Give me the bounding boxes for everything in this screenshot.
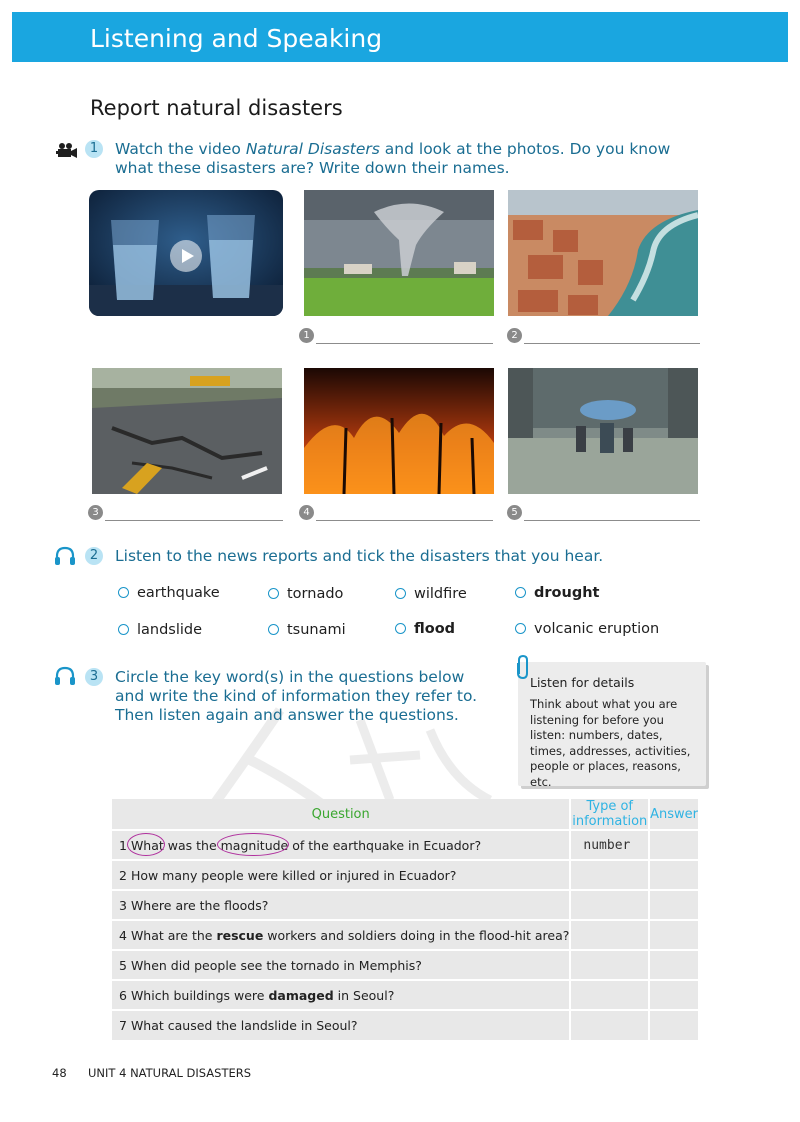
header-type-of-information: Type of information <box>572 799 648 829</box>
table-row <box>112 860 699 890</box>
answer-cell[interactable] <box>649 980 699 1010</box>
answer-cell[interactable] <box>649 830 699 860</box>
type-cell[interactable] <box>570 890 649 920</box>
question-cell <box>112 920 570 950</box>
table-row <box>112 920 699 950</box>
photo-tornado <box>304 190 494 316</box>
answer-line-number-1: 1 <box>299 328 314 343</box>
exercise-1-text-a: Watch the video <box>115 140 246 158</box>
circled-word-text: magnitude <box>220 837 289 853</box>
hand-drawn-circle <box>127 833 165 856</box>
circled-word-text: What <box>130 837 164 853</box>
table-row <box>112 1010 699 1040</box>
radio-circle[interactable] <box>118 587 129 598</box>
question-cell <box>112 1010 570 1040</box>
exercise-3-text: Circle the key word(s) in the questions below and write the kind of information they refer to. Then listen again and answer the questions. <box>115 668 478 724</box>
radio-circle[interactable] <box>515 623 526 634</box>
option-label: tsunami <box>287 622 346 638</box>
option-label: flood <box>414 621 456 637</box>
photo-wildfire <box>304 368 494 494</box>
option-drought[interactable] <box>515 584 599 602</box>
circled-word-what <box>131 838 164 853</box>
radio-circle[interactable] <box>515 587 526 598</box>
header-band <box>12 12 788 62</box>
radio-circle[interactable] <box>268 624 279 635</box>
exercise-2-text: Listen to the news reports and tick the disasters that you hear. <box>115 547 604 565</box>
table-row <box>112 830 699 860</box>
question-number: 3 <box>119 897 127 913</box>
type-cell[interactable] <box>570 860 649 890</box>
answer-line-number-4: 4 <box>299 505 314 520</box>
option-landslide[interactable] <box>118 621 202 639</box>
option-label: volcanic eruption <box>534 621 660 637</box>
header-question: Question <box>112 799 570 830</box>
question-text: was the <box>163 837 221 853</box>
tip-title: Listen for details <box>530 675 635 690</box>
bold-keyword: rescue <box>216 927 264 943</box>
question-number: 1 <box>119 837 127 853</box>
answer-cell[interactable] <box>649 890 699 920</box>
answer-line-number-3: 3 <box>88 505 103 520</box>
option-tsunami[interactable] <box>268 621 346 639</box>
radio-circle[interactable] <box>395 623 406 634</box>
exercise-1-number: 1 <box>85 140 103 158</box>
option-label: drought <box>534 585 600 601</box>
exercise-3-number: 3 <box>85 668 103 686</box>
option-wildfire[interactable] <box>395 585 467 603</box>
question-text: of the earthquake in Ecuador? <box>288 837 482 853</box>
answer-line-4[interactable] <box>316 520 493 521</box>
exercise-1-text-b: and look at the photos. Do you know what these disasters are? Write down their names. <box>115 140 671 177</box>
question-cell <box>112 980 570 1010</box>
option-tornado[interactable] <box>268 585 343 603</box>
question-cell <box>112 890 570 920</box>
question-number: 5 <box>119 957 127 973</box>
exercise-3-instruction <box>89 668 495 725</box>
table-row <box>112 890 699 920</box>
answer-cell[interactable] <box>649 950 699 980</box>
answer-cell[interactable] <box>649 1010 699 1040</box>
answer-cell[interactable] <box>649 860 699 890</box>
paperclip-icon <box>514 654 532 684</box>
table-header-row <box>112 799 699 830</box>
option-flood[interactable] <box>395 620 455 638</box>
question-text: workers and soldiers doing in the flood-hit area? <box>263 927 570 943</box>
answer-cell[interactable] <box>649 920 699 950</box>
exercise-2-instruction <box>89 547 705 566</box>
option-label: tornado <box>287 586 344 602</box>
option-label: wildfire <box>414 586 467 602</box>
question-number: 4 <box>119 927 127 943</box>
answer-line-3[interactable] <box>105 520 283 521</box>
question-table <box>112 799 700 1040</box>
question-text: What are the <box>130 927 217 943</box>
question-text: How many people were killed or injured in Ecuador? <box>130 867 457 883</box>
question-text: What caused the landslide in Seoul? <box>130 1018 358 1033</box>
exercise-1-video-title: Natural Disasters <box>245 140 380 158</box>
question-text: Where are the floods? <box>130 897 269 913</box>
option-volcanic-eruption[interactable] <box>515 620 659 638</box>
question-cell <box>112 830 570 860</box>
video-camera-icon <box>56 142 78 164</box>
answer-line-2[interactable] <box>524 343 700 344</box>
question-text: Which buildings were <box>130 987 269 1003</box>
option-label: landslide <box>137 622 203 638</box>
hand-drawn-circle <box>217 833 289 856</box>
type-cell[interactable] <box>570 1010 649 1040</box>
question-number: 6 <box>119 987 127 1003</box>
radio-circle[interactable] <box>395 588 406 599</box>
question-cell <box>112 860 570 890</box>
page-number: 48 <box>52 1066 67 1080</box>
tip-box <box>518 662 706 789</box>
section-title: Report natural disasters <box>90 96 343 120</box>
type-cell[interactable] <box>570 980 649 1010</box>
type-cell[interactable] <box>570 920 649 950</box>
type-cell[interactable]: number <box>570 830 649 860</box>
option-label: earthquake <box>137 585 220 601</box>
photo-flood <box>508 368 698 494</box>
bold-keyword: damaged <box>268 987 334 1003</box>
type-cell[interactable] <box>570 950 649 980</box>
table-row <box>112 980 699 1010</box>
header-answer: Answer <box>649 799 699 830</box>
answer-line-number-2: 2 <box>507 328 522 343</box>
option-earthquake[interactable] <box>118 584 220 602</box>
headphones-icon <box>54 666 76 690</box>
tip-body: Think about what you are listening for before you listen: numbers, dates, times, addresses, activities, people or places, reasons, etc. <box>530 697 691 789</box>
question-number: 2 <box>119 867 127 883</box>
headphones-icon <box>54 546 76 570</box>
exercise-1-instruction <box>89 140 705 178</box>
exercise-2-number: 2 <box>85 547 103 565</box>
question-cell <box>112 950 570 980</box>
table-row <box>112 950 699 980</box>
radio-circle[interactable] <box>118 624 129 635</box>
answer-line-5[interactable] <box>524 520 700 521</box>
question-text: in Seoul? <box>333 987 395 1003</box>
play-button-icon[interactable] <box>170 240 202 272</box>
question-number: 7 <box>119 1018 127 1033</box>
circled-word-magnitude <box>221 838 289 853</box>
header-title: Listening and Speaking <box>90 24 383 53</box>
photo-earthquake <box>92 368 282 494</box>
radio-circle[interactable] <box>268 588 279 599</box>
answer-line-1[interactable] <box>316 343 493 344</box>
unit-label: UNIT 4 NATURAL DISASTERS <box>88 1066 252 1080</box>
photo-tsunami <box>508 190 698 316</box>
answer-line-number-5: 5 <box>507 505 522 520</box>
question-text: When did people see the tornado in Memphis? <box>130 957 422 973</box>
